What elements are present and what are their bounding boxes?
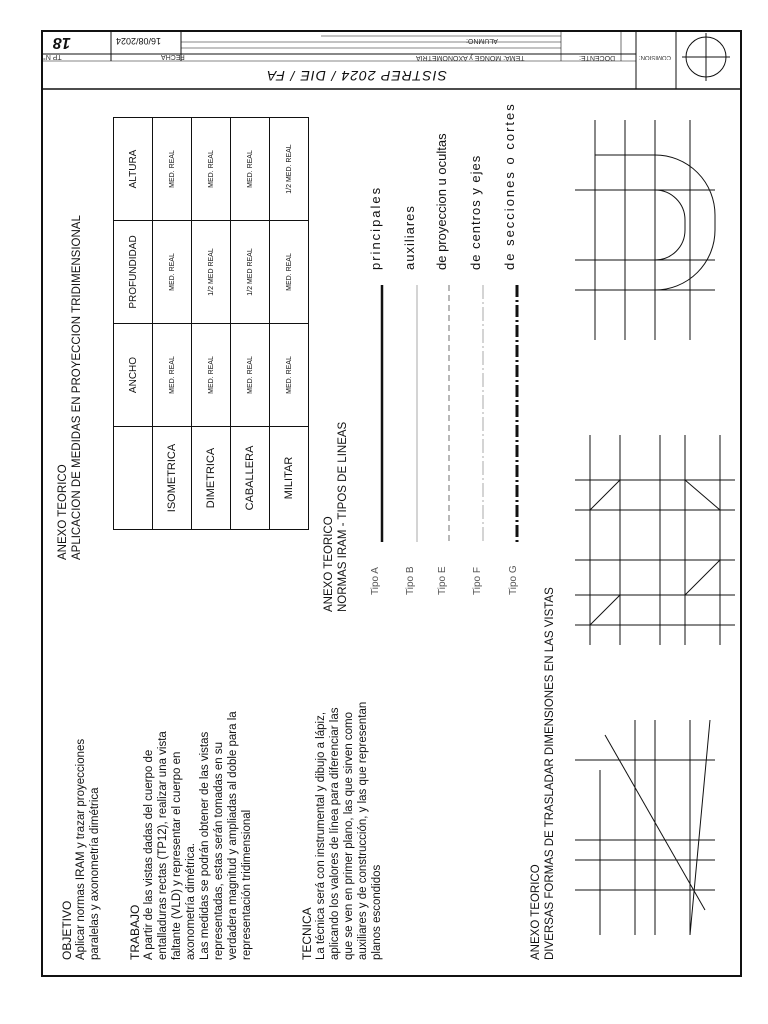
table-cell: ISOMETRICA	[153, 427, 192, 530]
table-cell: MED. REAL	[192, 324, 231, 427]
trabajo-line: verdadera magnitud y ampliadas al doble para la	[227, 711, 239, 960]
table-cell: MED. REAL	[153, 324, 192, 427]
tecnica-section	[300, 702, 384, 960]
trabajo-line: A partir de las vistas dadas del cuerpo de	[143, 749, 155, 960]
tipo-e-desc: de proyeccion u ocultas	[434, 133, 449, 270]
tp-label: TP N°	[43, 53, 62, 60]
table-cell: CABALLERA	[231, 427, 270, 530]
table-cell: 1/2 MED REAL	[192, 221, 231, 324]
trabajo-line: entalladuras rectas (TP12), realizar una vista	[157, 731, 169, 960]
trabajo-line: axonometría dimétrica.	[185, 843, 197, 960]
tecnica-line: aplicando los valores de línea para diferenciar las	[329, 707, 341, 960]
table-cell: MED. REAL	[192, 118, 231, 221]
sheet-number: 18	[53, 34, 71, 51]
tipo-g-label: Tipo G	[508, 565, 519, 595]
tecnica-line: La técnica será con instrumental y dibujo a lápiz,	[315, 711, 327, 960]
objetivo-heading: OBJETIVO	[60, 900, 74, 960]
table-cell: MED. REAL	[231, 324, 270, 427]
docente-label: DOCENTE:	[579, 54, 616, 61]
anexo-medidas-line2: APLICACION DE MEDIDAS EN PROYECCION TRIDIMENSIONAL	[71, 215, 83, 560]
tipo-a-desc: principales	[368, 185, 383, 270]
table-row	[192, 118, 231, 530]
trabajo-line: Las medidas se podrán obtener de las vistas	[199, 731, 211, 960]
transfer-diagram-diagonal	[565, 700, 745, 945]
table-cell: MED. REAL	[153, 221, 192, 324]
line-samples	[370, 280, 530, 550]
anexo-trasladar-line1: ANEXO TEORICO	[530, 864, 542, 960]
objetivo-section	[60, 739, 102, 960]
comision-label: COMISION:	[639, 54, 672, 60]
tipo-b-label: Tipo B	[405, 566, 416, 595]
tipo-e-label: Tipo E	[437, 566, 448, 595]
trabajo-heading: TRABAJO	[128, 904, 142, 960]
trabajo-section	[128, 711, 254, 960]
anexo-medidas-line1: ANEXO TEORICO	[57, 464, 69, 560]
table-cell: ALTURA	[114, 118, 153, 221]
objetivo-line: paralelas y axonometría dimétrica	[89, 787, 101, 960]
trabajo-line: representadas, estas serán tomadas en su	[213, 742, 225, 960]
anexo-trasladar-heading	[529, 587, 557, 960]
medidas-table-wrap	[113, 117, 309, 530]
anexo-lineas-line1: ANEXO TEORICO	[323, 516, 335, 612]
table-row	[153, 118, 192, 530]
anexo-lineas-line2: NORMAS IRAM - TIPOS DE LINEAS	[337, 421, 349, 612]
table-row	[231, 118, 270, 530]
anexo-lineas-heading	[322, 422, 350, 612]
course-title: SISTREP 2024 / DIE / FA	[266, 68, 447, 84]
tema-label: TEMA: MONGE y AXONOMETRIA	[416, 54, 525, 61]
tipo-a-label: Tipo A	[370, 567, 381, 595]
date-label: FECHA	[161, 53, 185, 60]
table-cell: PROFUNDIDAD	[114, 221, 153, 324]
tecnica-line: que se ven en primer plano, las que sirven como	[343, 711, 355, 960]
table-cell: MED. REAL	[270, 324, 309, 427]
anexo-trasladar-line2: DIVERSAS FORMAS DE TRASLADAR DIMENSIONES EN LAS VISTAS	[544, 587, 556, 960]
trabajo-line: representación tridimensional	[241, 809, 253, 960]
trabajo-line: faltante (VLD) y representar el cuerpo en	[171, 751, 183, 960]
date-value: 16/08/2024	[116, 36, 162, 46]
table-cell: MILITAR	[270, 427, 309, 530]
table-cell: 1/2 MED. REAL	[270, 118, 309, 221]
table-cell: MED. REAL	[231, 118, 270, 221]
tipo-f-desc: de centros y ejes	[468, 154, 483, 270]
alumno-label: ALUMNO:	[466, 37, 498, 44]
transfer-diagram-arc	[565, 110, 745, 350]
anexo-medidas-heading	[56, 215, 84, 560]
table-cell: MED. REAL	[270, 221, 309, 324]
objetivo-line: Aplicar normas IRAM y trazar proyecciones	[75, 738, 87, 960]
table-row	[270, 118, 309, 530]
tipo-f-label: Tipo F	[472, 567, 483, 595]
tecnica-line: auxiliares y de construcción, y las que representan	[357, 701, 369, 960]
table-cell	[114, 427, 153, 530]
tecnica-line: planos escondidos	[371, 864, 383, 960]
tipo-b-desc: auxiliares	[402, 205, 417, 270]
table-cell: DIMETRICA	[192, 427, 231, 530]
transfer-diagram-chamfer	[565, 420, 745, 660]
table-cell: 1/2 MED REAL	[231, 221, 270, 324]
table-cell: MED. REAL	[153, 118, 192, 221]
table-header-row	[114, 118, 153, 530]
title-block	[41, 30, 742, 90]
table-cell: ANCHO	[114, 324, 153, 427]
medidas-table	[113, 117, 309, 530]
tipo-g-desc: de secciones o cortes	[502, 102, 517, 270]
tecnica-heading: TECNICA	[300, 907, 314, 960]
